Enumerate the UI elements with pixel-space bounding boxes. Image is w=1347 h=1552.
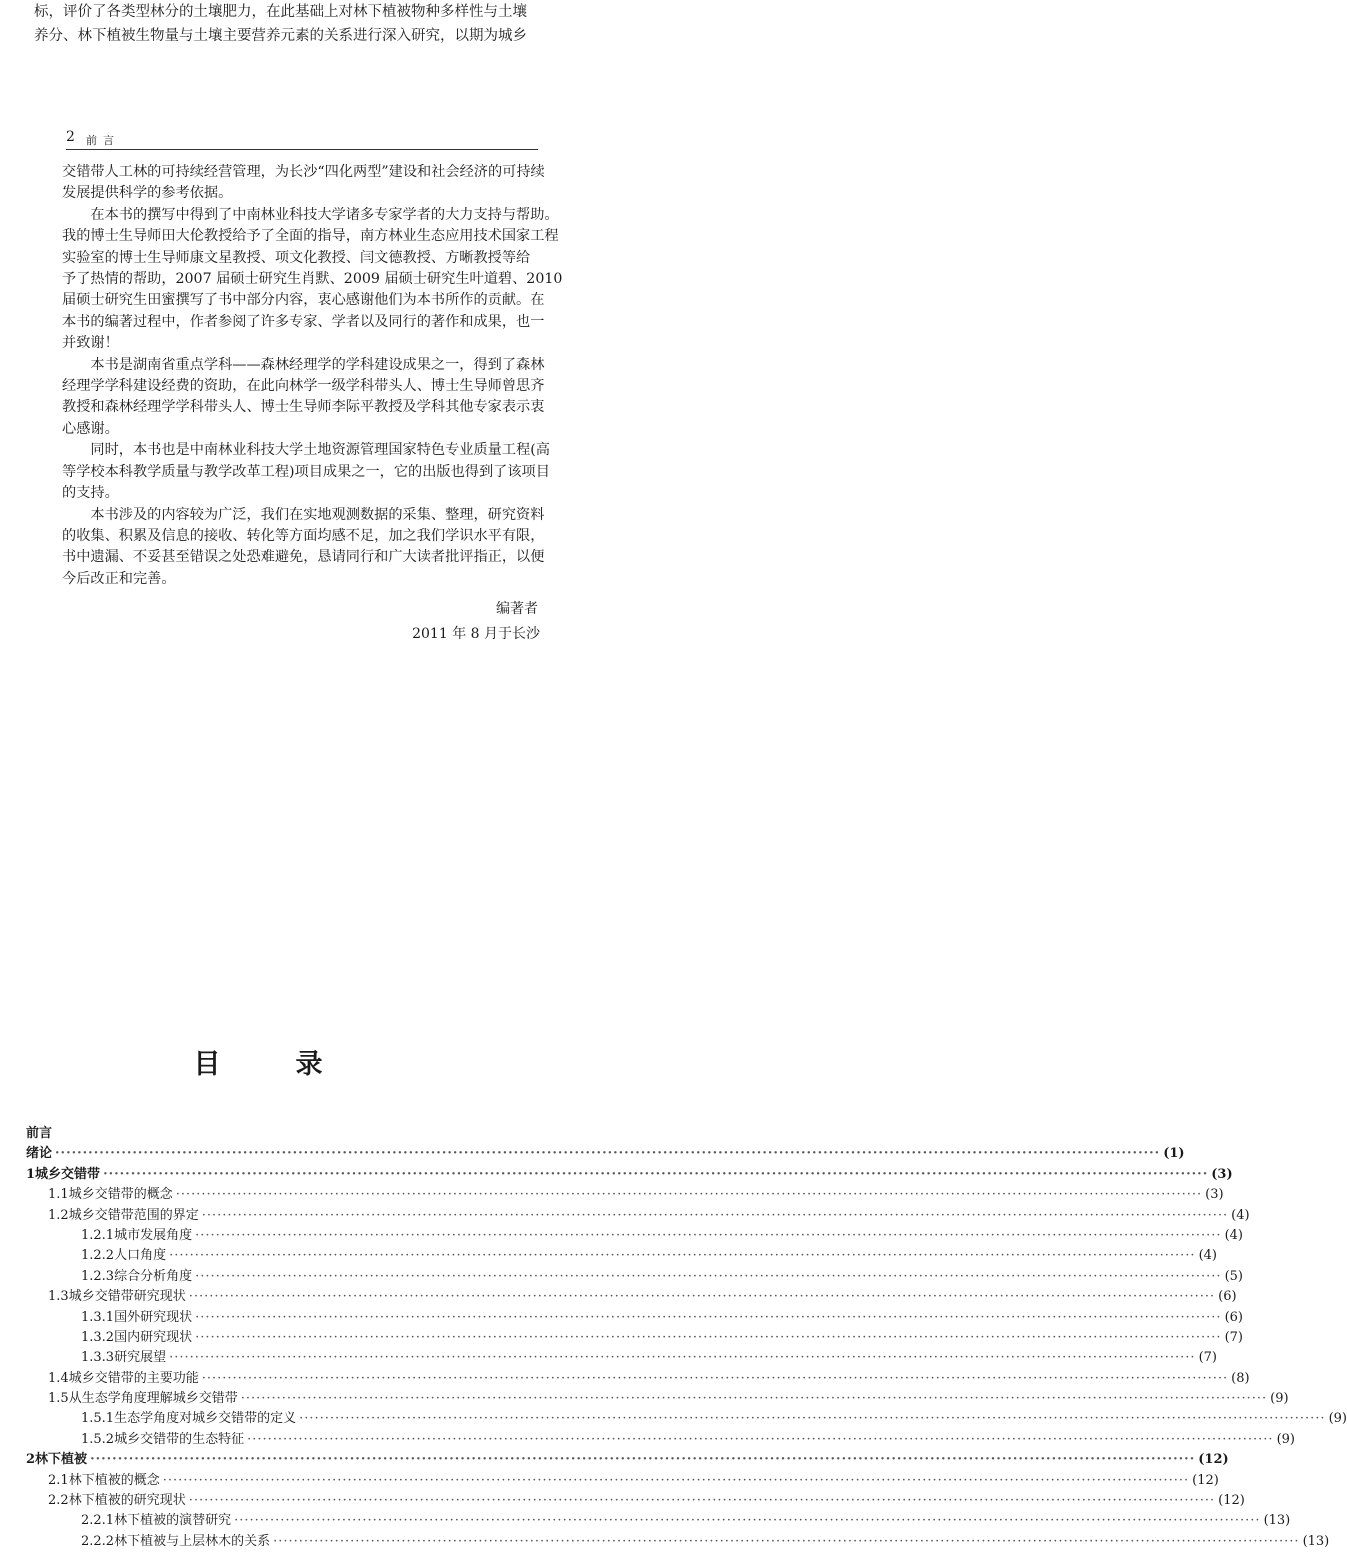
toc-entry-title: 从生态学角度理解城乡交错带 (68, 1391, 238, 1407)
toc-entry-page: (13) (1302, 1533, 1330, 1549)
toc-entry-page: (3) (1205, 1187, 1224, 1203)
preface-line: 本书是湖南省重点学科——森林经理学的学科建设成果之一，得到了森林 (62, 356, 545, 373)
preface-line: 教授和森林经理学学科带头人、博士生导师李际平教授及学科其他专家表示衷 (62, 399, 545, 416)
section-name: 前言 (86, 134, 120, 147)
toc-entry[interactable] (26, 1144, 1185, 1164)
toc-entry-title: 城乡交错带的生态特征 (114, 1431, 245, 1447)
toc-entry-title: 城市发展角度 (114, 1227, 193, 1243)
preface-line: 同时，本书也是中南林业科技大学土地资源管理国家特色专业质量工程(高 (62, 442, 550, 459)
toc-entry-title: 绪论 (26, 1146, 53, 1162)
toc-leader-dots: ········································································································································································································ (175, 1187, 1203, 1203)
toc-entry-page: (6) (1224, 1309, 1243, 1325)
toc-entry-title: 国内研究现状 (114, 1329, 193, 1345)
toc-entry-number: 1.2.1 (81, 1227, 115, 1243)
toc-entry-page: (1) (1163, 1146, 1185, 1162)
date-place: 2011 年 8 月于长沙 (412, 626, 540, 642)
toc-entry-title: 城乡交错带的主要功能 (68, 1370, 199, 1386)
toc-entry[interactable] (26, 1267, 1243, 1287)
toc-entry-page: (9) (1328, 1411, 1347, 1427)
toc-entry-title: 城乡交错带研究现状 (68, 1289, 186, 1305)
toc-entry-title: 人口角度 (114, 1248, 167, 1264)
author-signature: 编著者 (496, 601, 538, 617)
preface-line: 今后改正和完善。 (62, 570, 176, 587)
toc-entry-page: (3) (1211, 1166, 1233, 1182)
toc-entry-number: 1.2.3 (81, 1268, 115, 1284)
preface-line: 交错带人工林的可持续经营管理，为长沙“四化两型”建设和社会经济的可持续 (62, 164, 545, 180)
toc-entry[interactable] (26, 1491, 1245, 1511)
toc-entry[interactable] (26, 1287, 1237, 1307)
preface-line: 发展提供科学的参考依据。 (62, 185, 233, 202)
toc-entry-number: 1.1 (48, 1187, 69, 1203)
toc-entry[interactable] (26, 1348, 1217, 1368)
toc-entry-title: 综合分析角度 (114, 1268, 193, 1284)
toc-leader-dots: ········································································································································································································ (240, 1391, 1268, 1407)
preface-line: 实验室的博士生导师康文星教授、项文化教授、闫文德教授、方晰教授等给 (62, 249, 531, 266)
toc-leader-dots: ········································································································································································································ (234, 1513, 1261, 1529)
toc-entry-page: (9) (1276, 1431, 1295, 1447)
preface-line: 书中遗漏、不妥甚至错误之处恐难避免，恳请同行和广大读者批评指正，以便 (62, 549, 545, 566)
toc-entry-page: (6) (1218, 1289, 1237, 1305)
toc-leader-dots: ········································································································································································································ (162, 1472, 1190, 1488)
toc-title: 目 录 (193, 1049, 347, 1080)
page-header (66, 129, 538, 150)
toc-entry-title: 林下植被的概念 (68, 1472, 160, 1488)
toc-entry-title: 林下植被 (35, 1452, 88, 1468)
toc-entry-page: (8) (1231, 1370, 1250, 1386)
toc-entry-page: (7) (1198, 1350, 1217, 1366)
toc-entry-title: 研究展望 (114, 1350, 167, 1366)
toc-entry[interactable] (26, 1165, 1233, 1185)
toc-entry-page: (4) (1198, 1248, 1217, 1264)
toc-leader-dots: ········································································································································································································ (201, 1207, 1229, 1223)
preface-line: 在本书的撰写中得到了中南林业科技大学诸多专家学者的大力支持与帮助。 (62, 206, 559, 223)
toc-entry-title: 生态学角度对城乡交错带的定义 (114, 1411, 297, 1427)
preface-line: 我的博士生导师田大伦教授给予了全面的指导，南方林业生态应用技术国家工程 (62, 228, 559, 245)
toc-entry-page: (12) (1192, 1472, 1219, 1488)
toc-entry-number: 2.2.2 (81, 1533, 115, 1549)
toc-entry[interactable] (26, 1226, 1243, 1246)
toc-entry-title: 城乡交错带范围的界定 (68, 1207, 199, 1223)
toc-leader-dots: ········································································································································································································ (273, 1533, 1300, 1549)
toc-entry[interactable] (26, 1124, 502, 1144)
toc-leader-dots: ········································································································································································································ (169, 1350, 1196, 1366)
toc-entry-number: 1.3 (48, 1289, 69, 1305)
preface-line: 本书的编著过程中，作者参阅了许多专家、学者以及同行的著作和成果，也一 (62, 313, 545, 330)
toc-entry-number: 2.2 (48, 1493, 69, 1509)
previous-page-fragment (34, 0, 539, 48)
preface-line: 的支持。 (62, 485, 119, 502)
toc-entry-number: 1.5 (48, 1391, 69, 1407)
toc-entry-page: (12) (1198, 1452, 1229, 1468)
toc-entry[interactable] (26, 1450, 1229, 1470)
preface-line: 等学校本科教学质量与教学改革工程)项目成果之一，它的出版也得到了该项目 (62, 463, 550, 480)
signature (300, 597, 540, 647)
toc-leader-dots: ········································································································································································································ (299, 1411, 1326, 1427)
toc-entry-page: (5) (1224, 1268, 1243, 1284)
preface-line: 届硕士研究生田蜜撰写了书中部分内容，衷心感谢他们为本书所作的贡献。在 (62, 292, 545, 309)
toc-entry[interactable] (26, 1471, 1219, 1491)
toc-leader-dots: ········································································································································································································ (169, 1248, 1196, 1264)
toc-entry[interactable] (26, 1206, 1250, 1226)
toc-leader-dots: ········································································································································································································ (247, 1431, 1274, 1447)
toc-entry-number: 2.2.1 (81, 1513, 115, 1529)
toc-entry[interactable] (26, 1511, 1291, 1531)
toc-entry[interactable] (26, 1430, 1295, 1450)
toc-entry-number: 1.2.2 (81, 1248, 115, 1264)
toc-entry-number: 1.2 (48, 1207, 69, 1223)
preface-line: 的收集、积累及信息的接收、转化等方面均感不足，加之我们学识水平有限， (62, 527, 545, 544)
toc-entry-number: 1.3.1 (81, 1309, 115, 1325)
toc-entry-page: (13) (1263, 1513, 1291, 1529)
toc-entry-page: (9) (1270, 1391, 1289, 1407)
preface-line: 心感谢。 (62, 420, 119, 437)
toc-leader-dots: ········································································································································································································ (103, 1166, 1209, 1182)
toc-entry-number: 1.3.3 (81, 1350, 115, 1366)
toc-entry[interactable] (26, 1369, 1250, 1389)
text-line: 标，评价了各类型林分的土壤肥力，在此基础上对林下植被物种多样性与土壤 (34, 4, 527, 20)
toc-entry[interactable] (26, 1389, 1289, 1409)
preface-line: 予了热情的帮助，2007 届硕士研究生肖默、2009 届硕士研究生叶道碧、2010 (62, 271, 563, 288)
toc-leader-dots: ········································································································································································································ (195, 1227, 1222, 1243)
toc-leader-dots: ········································································································································································································ (55, 1146, 1161, 1162)
toc-entry-number: 2 (26, 1452, 36, 1468)
toc-leader-dots: ········································································································································································································ (195, 1309, 1222, 1325)
toc-entry-title: 林下植被的演替研究 (114, 1513, 232, 1529)
toc-leader-dots: ········································································································································································································ (188, 1493, 1216, 1509)
toc-entry-title: 前言 (26, 1126, 53, 1141)
preface-line: 并致谢！ (62, 335, 119, 352)
toc-entry[interactable] (26, 1185, 1224, 1205)
toc-entry-page: (12) (1218, 1493, 1245, 1509)
toc-entry[interactable] (26, 1246, 1217, 1266)
table-of-contents (26, 1124, 1347, 1552)
toc-entry-page: (4) (1224, 1227, 1243, 1243)
toc-entry-title: 林下植被与上层林木的关系 (114, 1533, 271, 1549)
preface-line: 本书涉及的内容较为广泛，我们在实地观测数据的采集、整理，研究资料 (62, 506, 545, 523)
page-number: 2 (66, 129, 75, 145)
toc-entry-title: 林下植被的研究现状 (68, 1493, 186, 1509)
toc-entry[interactable] (26, 1308, 1243, 1328)
toc-entry-number: 1.3.2 (81, 1329, 115, 1345)
toc-entry-number: 1 (26, 1166, 36, 1182)
toc-leader-dots: ········································································································································································································ (195, 1329, 1222, 1345)
toc-entry-page: (4) (1231, 1207, 1250, 1223)
toc-entry-title: 城乡交错带 (35, 1166, 101, 1182)
preface-body (62, 162, 563, 590)
toc-entry-title: 国外研究现状 (114, 1309, 193, 1325)
text-line: 养分、林下植被生物量与土壤主要营养元素的关系进行深入研究，以期为城乡 (34, 28, 527, 44)
toc-entry-number: 1.5.2 (81, 1431, 115, 1447)
toc-leader-dots: ········································································································································································································ (90, 1452, 1196, 1468)
toc-entry[interactable] (26, 1409, 1347, 1429)
preface-line: 经理学学科建设经费的资助，在此向林学一级学科带头人、博士生导师曾思齐 (62, 378, 545, 395)
toc-entry-title: 城乡交错带的概念 (68, 1187, 173, 1203)
toc-leader-dots: ········································································································································································································ (188, 1289, 1216, 1305)
toc-entry[interactable] (26, 1532, 1330, 1552)
toc-leader-dots: ········································································································································································································ (201, 1370, 1229, 1386)
toc-entry-number: 1.5.1 (81, 1411, 115, 1427)
toc-entry-number: 2.1 (48, 1472, 69, 1488)
toc-entry-number: 1.4 (48, 1370, 69, 1386)
toc-leader-dots: ········································································································································································································ (195, 1268, 1222, 1284)
toc-entry[interactable] (26, 1328, 1243, 1348)
toc-entry-page: (7) (1224, 1329, 1243, 1345)
